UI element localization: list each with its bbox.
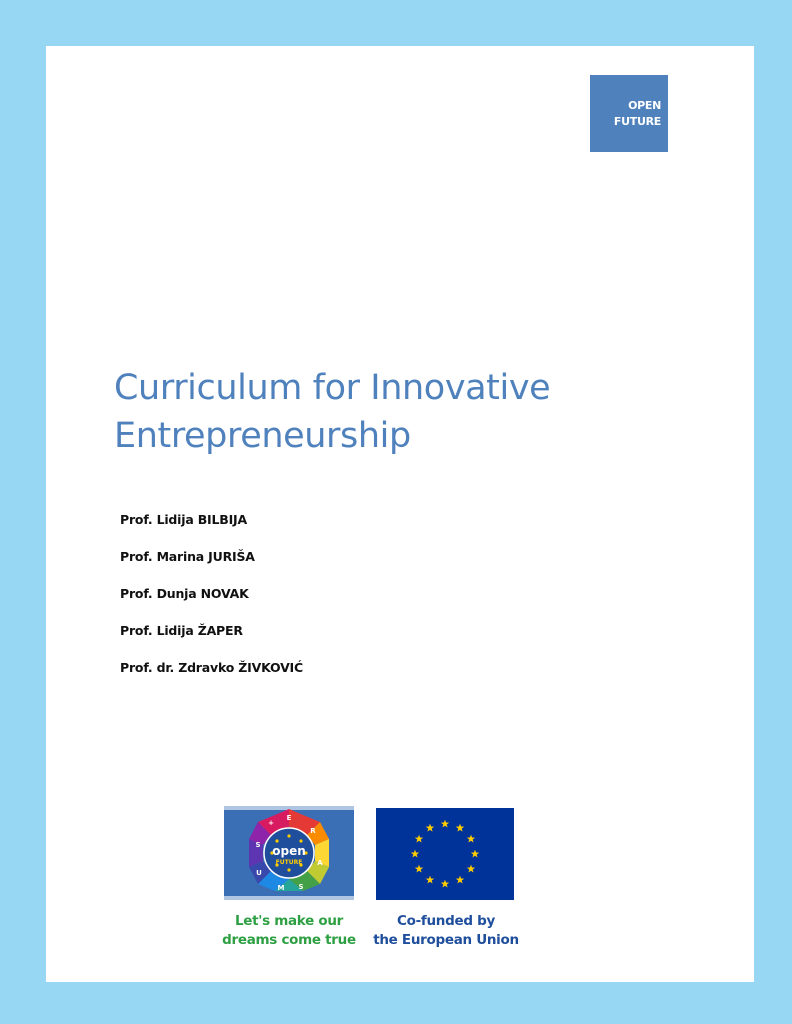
open-future-badge bbox=[590, 75, 668, 152]
slogan-line-1: Let's make our bbox=[234, 913, 344, 929]
author-item: Prof. Lidija ŽAPER bbox=[120, 623, 243, 638]
logo-wordmark-sub: FUTURE bbox=[275, 859, 303, 866]
title-line-1: Curriculum for Innovative bbox=[114, 368, 551, 408]
slogan-line-2: dreams come true bbox=[222, 932, 356, 948]
ring-letter: + bbox=[268, 819, 274, 827]
ring-letter: U bbox=[256, 869, 262, 877]
author-list bbox=[120, 512, 303, 697]
project-slogan bbox=[214, 912, 364, 950]
ring-letter: E bbox=[286, 814, 292, 822]
eu-flag-icon bbox=[376, 808, 514, 900]
author-item: Prof. Marina JURIŠA bbox=[120, 549, 255, 564]
ring-letter: M bbox=[277, 884, 285, 892]
title-line-2: Entrepreneurship bbox=[114, 416, 411, 456]
ring-letter: S bbox=[255, 841, 261, 849]
badge-line-2: FUTURE bbox=[613, 114, 661, 128]
cover-page bbox=[46, 46, 754, 982]
eu-funding-caption bbox=[366, 912, 526, 950]
eu-caption-line-2: the European Union bbox=[373, 932, 519, 948]
open-future-logo bbox=[224, 806, 354, 900]
author-item: Prof. Lidija BILBIJA bbox=[120, 512, 247, 527]
ring-letter: R bbox=[310, 827, 316, 835]
ring-letter: A bbox=[317, 859, 323, 867]
author-item: Prof. Dunja NOVAK bbox=[120, 586, 249, 601]
badge-line-1: OPEN bbox=[628, 98, 661, 112]
document-title bbox=[114, 364, 714, 460]
logo-wordmark: open bbox=[272, 844, 306, 858]
author-item: Prof. dr. Zdravko ŽIVKOVIĆ bbox=[120, 660, 303, 675]
eu-caption-line-1: Co-funded by bbox=[397, 913, 495, 929]
ring-letter: S bbox=[298, 883, 304, 891]
